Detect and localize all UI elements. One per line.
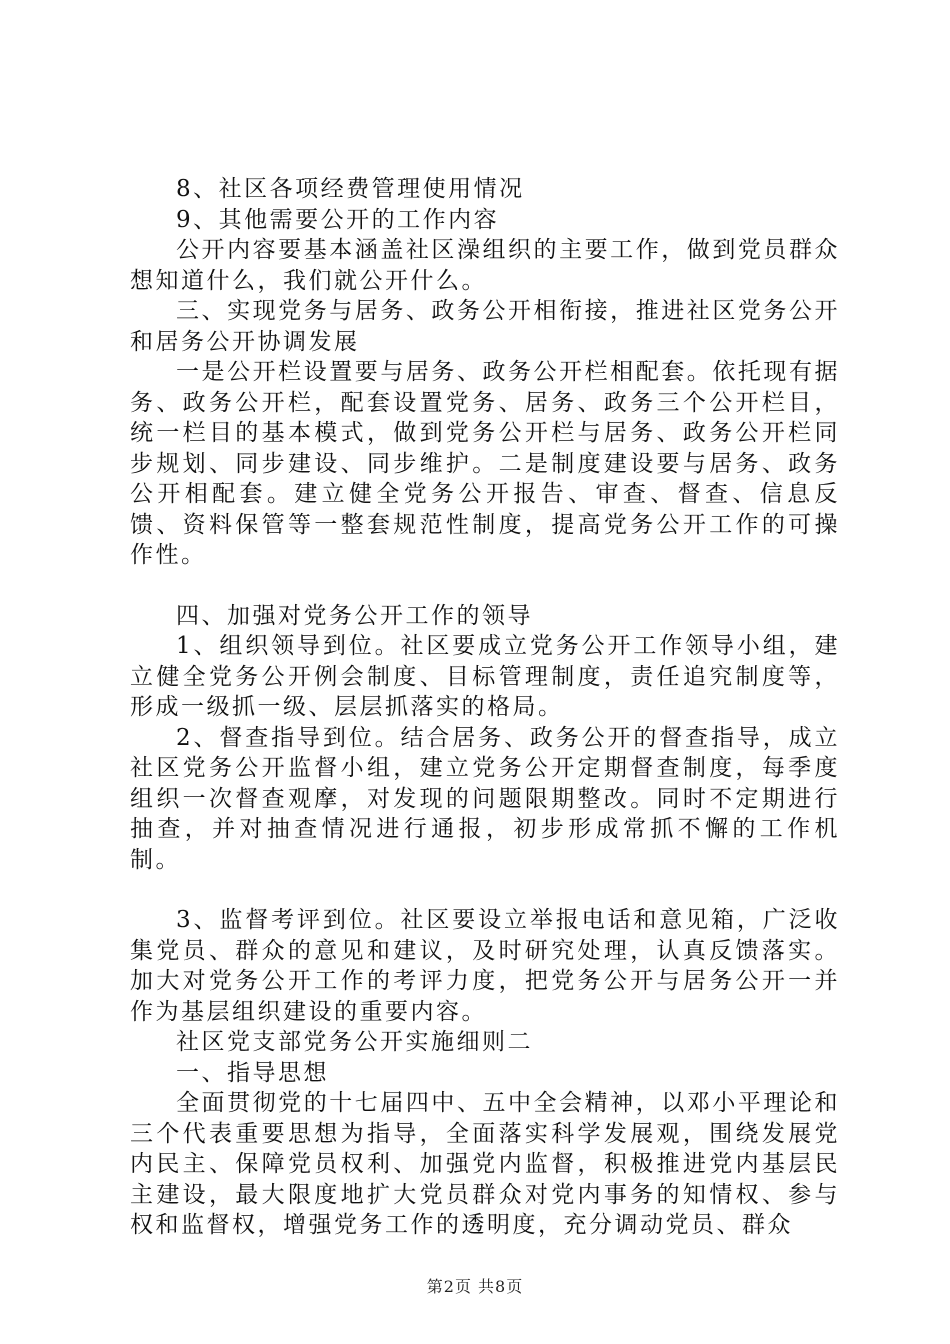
paragraph-disclosure-scope: 公开内容要基本涵盖社区澡组织的主要工作，做到党员群众想知道什么，我们就公开什么。 xyxy=(130,237,840,294)
paragraph-leadership: 1、组织领导到位。社区要成立党务公开工作领导小组，建立健全党务公开例会制度、目标管理制度，责任追究制度等，形成一级抓一级、层层抓落实的格局。 xyxy=(130,633,840,720)
section-heading-1: 一、指导思想 xyxy=(176,1059,329,1086)
document-body xyxy=(130,174,840,1241)
page-number-footer: 第2页 共8页 xyxy=(426,1277,524,1296)
paragraph-supervision: 2、督查指导到位。结合居务、政务公开的督查指导，成立社区党务公开监督小组，建立党务公开定期督查制度，每季度组织一次督查观摩，对发现的问题限期整改。同时不定期进行抽查，并对抽查情况进行通报，初步形成常抓不懈的工作机制。 xyxy=(130,724,840,873)
paragraph-evaluation: 3、监督考评到位。社区要设立举报电话和意见箱，广泛收集党员、群众的意见和建议，及时研究处理，认真反馈落实。加大对党务公开工作的考评力度，把党务公开与居务公开一并作为基层组织建设的重要内容。 xyxy=(130,907,840,1025)
paragraph-item-8: 8、社区各项经费管理使用情况 xyxy=(176,176,525,202)
section-heading-3: 三、实现党务与居务、政务公开相衔接，推进社区党务公开和居务公开协调发展 xyxy=(130,298,840,355)
section-heading-4: 四、加强对党务公开工作的领导 xyxy=(176,602,533,629)
document-subtitle: 社区党支部党务公开实施细则二 xyxy=(176,1029,533,1055)
paragraph-guiding-thought: 全面贯彻党的十七届四中、五中全会精神，以邓小平理论和三个代表重要思想为指导，全面落实科学发展观，围绕发展党内民主、保障党员权利、加强党内监督，积极推进党内基层民主建设，最大限度地扩大党员群众对党内事务的知情权、参与权和监督权，增强党务工作的透明度，充分调动党员、群众 xyxy=(130,1090,840,1238)
paragraph-bulletin-board: 一是公开栏设置要与居务、政务公开栏相配套。依托现有据务、政务公开栏，配套设置党务、居务、政务三个公开栏目，统一栏目的基本模式，做到党务公开栏与居务、政务公开栏同步规划、同步建设、同步维护。二是制度建设要与居务、政务公开相配套。建立健全党务公开报告、审查、督查、信息反馈、资料保管等一整套规范性制度，提高党务公开工作的可操作性。 xyxy=(130,359,840,568)
paragraph-item-9: 9、其他需要公开的工作内容 xyxy=(176,206,500,233)
